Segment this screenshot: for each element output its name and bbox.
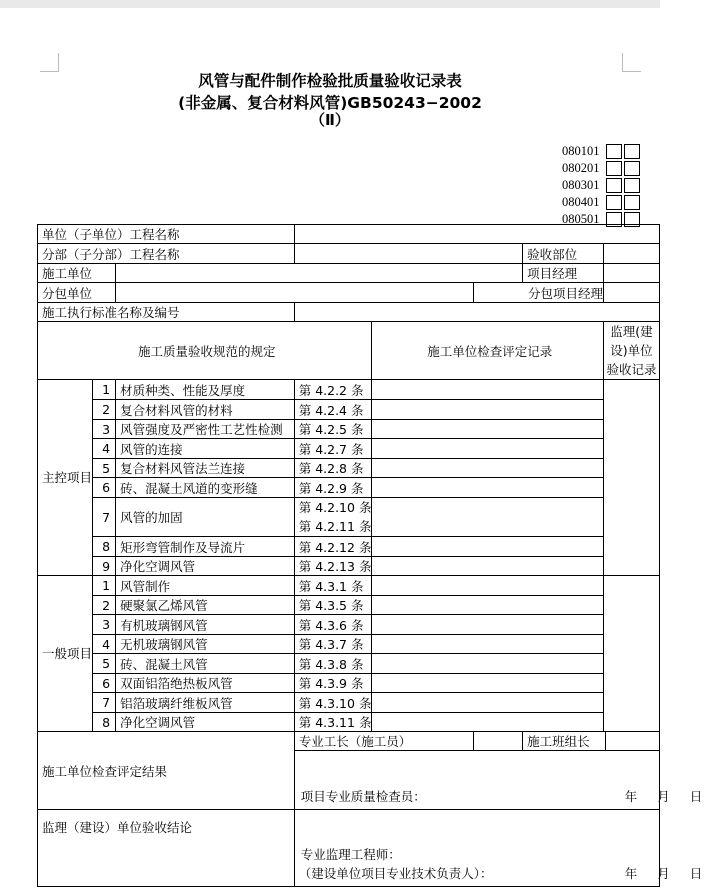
main-item-row <box>38 400 660 420</box>
item-name: 风管的连接 <box>116 439 295 459</box>
general-item-row <box>38 576 660 596</box>
general-item-row <box>38 674 660 693</box>
item-number: 4 <box>93 439 116 459</box>
code-label: 080401 <box>562 195 600 209</box>
contractor-record-cell[interactable] <box>372 420 604 439</box>
item-clause: 第 4.3.10 条 <box>294 693 372 713</box>
code-checkbox[interactable] <box>606 178 622 193</box>
standard-field[interactable] <box>294 303 659 322</box>
top-ruler-bar <box>0 0 660 8</box>
item-clause: 第 4.2.5 条 <box>294 420 372 439</box>
contractor-record-cell[interactable] <box>372 557 604 576</box>
contractor-result-area[interactable] <box>294 751 703 810</box>
main-item-row <box>38 478 660 498</box>
item-name: 复合材料风管法兰连接 <box>116 459 295 478</box>
sub-project-manager-label: 分包项目经理 <box>473 283 603 303</box>
month-label: 月 <box>657 789 670 804</box>
item-name: 净化空调风管 <box>116 557 295 576</box>
main-item-row <box>38 420 660 439</box>
code-label: 080501 <box>562 212 600 226</box>
item-clause-line: 第 4.2.11 条 <box>298 519 372 534</box>
item-clause: 第 4.2.2 条 <box>294 380 372 400</box>
item-name: 砖、混凝土风道的变形缝 <box>116 478 295 498</box>
supervising-engineer-label: 专业监理工程师： <box>300 847 401 862</box>
division-name-field[interactable] <box>294 244 522 264</box>
item-number: 8 <box>93 713 116 732</box>
item-number: 2 <box>93 596 116 615</box>
contractor-field[interactable] <box>116 264 523 283</box>
supervisor-record-cell[interactable] <box>603 576 659 732</box>
general-item-row <box>38 713 660 732</box>
subcontractor-label: 分包单位 <box>38 283 116 303</box>
item-clause: 第 4.3.11 条 <box>294 713 372 732</box>
code-row <box>562 143 640 160</box>
contractor-record-cell[interactable] <box>372 537 604 557</box>
item-clause: 第 4.3.8 条 <box>294 654 372 674</box>
item-name: 风管强度及严密性工艺性检测 <box>116 420 295 439</box>
month-label: 月 <box>657 866 670 881</box>
unit-name-label: 单位（子单位）工程名称 <box>38 225 295 244</box>
acceptance-part-label: 验收部位 <box>523 244 604 264</box>
code-row <box>562 160 640 177</box>
sub-project-manager-field[interactable] <box>603 283 659 303</box>
item-name: 风管的加固 <box>116 498 295 537</box>
column-header-row <box>38 322 660 380</box>
item-clause: 第 4.3.9 条 <box>294 674 372 693</box>
header-row-standard <box>38 303 660 322</box>
code-row <box>562 194 640 211</box>
header-row-unit <box>38 225 660 244</box>
contractor-record-cell[interactable] <box>372 478 604 498</box>
header-row-contractor <box>38 264 660 283</box>
foreman-label: 专业工长（施工员） <box>294 732 473 751</box>
item-number: 5 <box>93 459 116 478</box>
item-name: 净化空调风管 <box>116 713 295 732</box>
item-number: 5 <box>93 654 116 674</box>
code-label: 080101 <box>562 144 600 158</box>
year-label: 年 <box>624 866 638 881</box>
item-number: 6 <box>93 674 116 693</box>
main-items-label: 主控项目 <box>38 380 93 576</box>
unit-name-field[interactable] <box>294 225 659 244</box>
date-line <box>625 787 722 805</box>
code-checkbox[interactable] <box>624 144 640 159</box>
item-clause: 第 4.2.7 条 <box>294 439 372 459</box>
code-checkbox[interactable] <box>606 144 622 159</box>
foreman-field[interactable] <box>473 732 522 751</box>
project-manager-label: 项目经理 <box>523 264 604 283</box>
item-number: 9 <box>93 557 116 576</box>
quality-inspector-label: 项目专业质量检查员： <box>300 789 426 804</box>
item-name: 风管制作 <box>116 576 295 596</box>
form-title: 风管与配件制作检验批质量验收记录表 <box>198 72 462 90</box>
header-row-division <box>38 244 660 264</box>
code-checkbox[interactable] <box>624 195 640 210</box>
item-number: 6 <box>93 478 116 498</box>
foreman-row <box>38 732 660 751</box>
code-checkbox[interactable] <box>606 161 622 176</box>
main-item-row <box>38 557 660 576</box>
contractor-record-cell[interactable] <box>372 400 604 420</box>
item-name: 复合材料风管的材料 <box>116 400 295 420</box>
main-item-row <box>38 439 660 459</box>
acceptance-part-field[interactable] <box>603 244 659 264</box>
item-name: 材质种类、性能及厚度 <box>116 380 295 400</box>
item-clause: 第 4.2.4 条 <box>294 400 372 420</box>
item-number: 1 <box>93 576 116 596</box>
code-label: 080201 <box>562 161 600 175</box>
item-clause <box>294 498 372 537</box>
supervisor-record-cell[interactable] <box>603 380 659 576</box>
item-number: 3 <box>93 615 116 635</box>
team-leader-label: 施工班组长 <box>523 732 606 751</box>
item-number: 7 <box>93 498 116 537</box>
supervisor-conclusion-label: 监理（建设）单位验收结论 <box>38 810 295 887</box>
contractor-record-cell[interactable] <box>372 459 604 478</box>
item-clause-line: 第 4.2.10 条 <box>298 500 372 515</box>
owner-tech-label: （建设单位项目专业技术负责人）： <box>298 866 493 881</box>
general-item-row <box>38 693 660 713</box>
item-name: 双面铝箔绝热板风管 <box>116 674 295 693</box>
contractor-record-cell[interactable] <box>372 654 604 674</box>
contractor-record-cell[interactable] <box>372 615 604 635</box>
general-item-row <box>38 615 660 635</box>
supervisor-record-column-header: 监理(建设)单位验收记录 <box>603 322 659 380</box>
item-clause: 第 4.3.1 条 <box>294 576 372 596</box>
item-clause: 第 4.2.12 条 <box>294 537 372 557</box>
year-label: 年 <box>624 789 638 804</box>
item-number: 7 <box>93 693 116 713</box>
item-clause: 第 4.2.9 条 <box>294 478 372 498</box>
general-item-row <box>38 596 660 615</box>
supervisor-signature-line <box>295 810 703 886</box>
general-item-row <box>38 654 660 674</box>
supervisor-conclusion-row <box>38 810 660 887</box>
contractor-record-cell[interactable] <box>372 674 604 693</box>
main-item-row <box>38 537 660 557</box>
date-line <box>625 864 722 882</box>
general-items-label: 一般项目 <box>38 576 93 732</box>
item-number: 4 <box>93 635 116 654</box>
header-row-subcontractor <box>38 283 660 303</box>
item-number: 1 <box>93 380 116 400</box>
contractor-result-label: 施工单位检查评定结果 <box>38 732 295 810</box>
division-name-label: 分部（子分部）工程名称 <box>38 244 295 264</box>
form-subtitle: (非金属、复合材料风管)GB50243−2002 <box>178 94 482 112</box>
item-number: 8 <box>93 537 116 557</box>
item-clause: 第 4.2.8 条 <box>294 459 372 478</box>
item-clause: 第 4.2.13 条 <box>294 557 372 576</box>
supervisor-conclusion-area[interactable] <box>294 810 703 887</box>
contractor-record-cell[interactable] <box>372 713 604 732</box>
item-clause: 第 4.3.5 条 <box>294 596 372 615</box>
team-leader-field[interactable] <box>605 732 659 751</box>
contractor-record-cell[interactable] <box>372 380 604 400</box>
item-number: 3 <box>93 420 116 439</box>
contractor-signature-line <box>295 751 703 809</box>
main-item-row <box>38 498 660 537</box>
code-checkbox[interactable] <box>606 195 622 210</box>
standard-label: 施工执行标准名称及编号 <box>38 303 295 322</box>
code-row <box>562 177 640 194</box>
main-item-row <box>38 380 660 400</box>
contractor-record-cell[interactable] <box>372 596 604 615</box>
item-name: 有机玻璃钢风管 <box>116 615 295 635</box>
spec-column-header: 施工质量验收规范的规定 <box>38 322 372 380</box>
code-checkbox-list <box>562 143 640 228</box>
item-name: 铝箔玻璃纤维板风管 <box>116 693 295 713</box>
day-label: 日 <box>689 789 703 804</box>
item-clause: 第 4.3.7 条 <box>294 635 372 654</box>
form-volume: （Ⅱ） <box>310 111 350 129</box>
contractor-record-column-header: 施工单位检查评定记录 <box>372 322 604 380</box>
contractor-record-cell[interactable] <box>372 439 604 459</box>
contractor-record-cell[interactable] <box>372 635 604 654</box>
subcontractor-field[interactable] <box>116 283 474 303</box>
code-checkbox[interactable] <box>624 161 640 176</box>
item-clause: 第 4.3.6 条 <box>294 615 372 635</box>
item-number: 2 <box>93 400 116 420</box>
contractor-record-cell[interactable] <box>372 576 604 596</box>
contractor-record-cell[interactable] <box>372 498 604 537</box>
code-checkbox[interactable] <box>624 178 640 193</box>
item-name: 硬聚氯乙烯风管 <box>116 596 295 615</box>
main-item-row <box>38 459 660 478</box>
contractor-label: 施工单位 <box>38 264 116 283</box>
general-item-row <box>38 635 660 654</box>
project-manager-field[interactable] <box>603 264 659 283</box>
contractor-record-cell[interactable] <box>372 693 604 713</box>
item-name: 砖、混凝土风管 <box>116 654 295 674</box>
code-label: 080301 <box>562 178 600 192</box>
item-name: 矩形弯管制作及导流片 <box>116 537 295 557</box>
item-name: 无机玻璃钢风管 <box>116 635 295 654</box>
day-label: 日 <box>689 866 703 881</box>
inspection-form-table <box>37 224 703 887</box>
